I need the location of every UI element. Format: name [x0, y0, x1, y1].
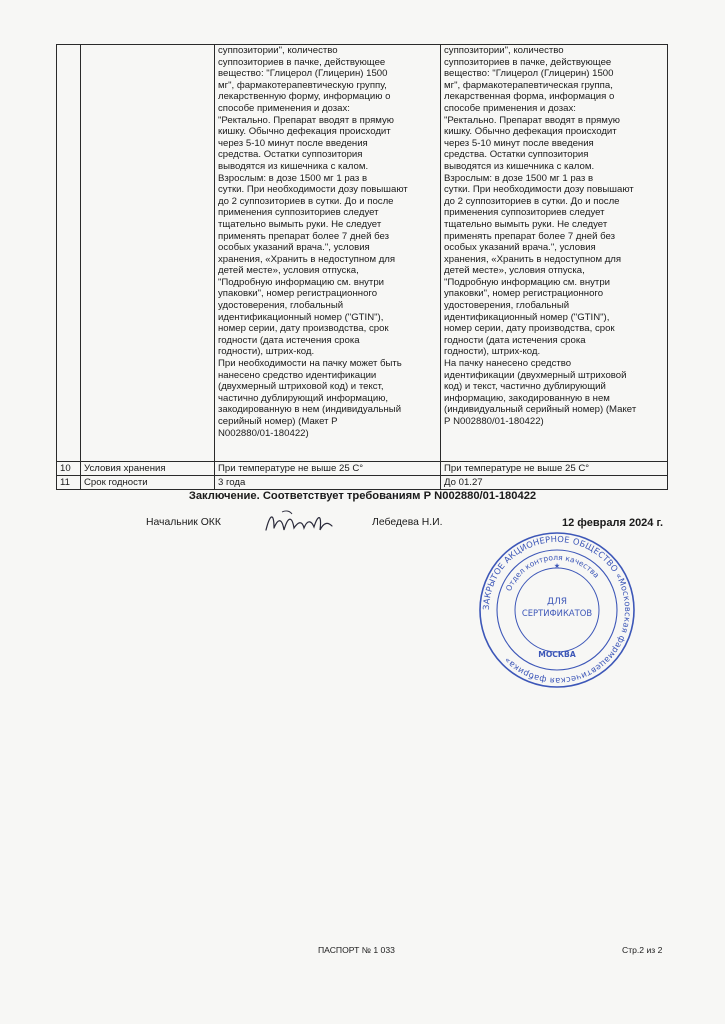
row-number — [57, 45, 81, 462]
passport-number: ПАСПОРТ № 1 033 — [318, 945, 395, 955]
stamp-center-line2: СЕРТИФИКАТОВ — [521, 608, 593, 618]
row-label: Условия хранения — [81, 462, 215, 476]
row-number: 11 — [57, 476, 81, 490]
stamp-center-line1: ДЛЯ — [546, 597, 568, 607]
row-number: 10 — [57, 462, 81, 476]
row-label — [81, 45, 215, 462]
sign-date: 12 февраля 2024 г. — [562, 517, 664, 529]
quality-control-stamp — [477, 530, 637, 690]
row-label: Срок годности — [81, 476, 215, 490]
conclusion-text: Заключение. Соответствует требованиям Р N002880/01-180422 — [188, 490, 537, 502]
comparison-table — [56, 44, 668, 490]
actual-value: При температуре не выше 25 С° — [441, 462, 668, 476]
stamp-star-icon: ★ — [553, 562, 561, 570]
page-number: Стр.2 из 2 — [622, 945, 663, 955]
signer-name: Лебедева Н.И. — [372, 517, 443, 528]
stamp-outer-text: ЗАКРЫТОЕ АКЦИОНЕРНОЕ ОБЩЕСТВО «Московская фармацевтическая фабрика» — [480, 533, 634, 687]
table-row — [57, 476, 668, 490]
signature — [262, 508, 338, 536]
actual-value: До 01.27 — [441, 476, 668, 490]
svg-text:Отдел контроля качества — [504, 553, 601, 592]
table-row — [57, 462, 668, 476]
requirement-value: 3 года — [215, 476, 441, 490]
actual-value: суппозитории", количество суппозиториев в пачке, действующее вещество: "Глицерол (Глицерин) 1500 мг", фармакотерапевтическая группа, лекарственная форма, информация о способе применения и дозах: "Ректально. Препарат вводят в прямую кишку. Обычно дефекация происходит через 5-10 минут после введения средства. Остатки суппозитория выводятся из кишечника с калом. Взрослым: в дозе 1500 мг 1 раз в сутки. При необходимости дозу повышают до 2 суппозиториев в сутки. До и после применения суппозиториев следует тщательно вымыть руки. Не следует применять препарат более 7 дней без особых указаний врача.", условия хранения, «Хранить в недоступном для детей месте», условия отпуска, "Подробную информацию см. внутри упаковки", номер регистрационного удостоверения, глобальный идентификационный номер ("GTIN"), номер серии, дату производства, срок годности (дата истечения срока годности), штрих-код. На пачку нанесено средство идентификации (двухмерный штриховой код) и текст, частично дублирующий информацию, закодированную в нем (индивидуальный серийный номер) (Макет Р N002880/01-180422) — [441, 45, 668, 462]
requirement-value: При температуре не выше 25 С° — [215, 462, 441, 476]
table-row — [57, 45, 668, 462]
requirement-value: суппозитории", количество суппозиториев в пачке, действующее вещество: "Глицерол (Глицерин) 1500 мг", фармакотерапевтическую группу, лекарственную форму, информацию о способе применения и дозах: "Ректально. Препарат вводят в прямую кишку. Обычно дефекация происходит через 5-10 минут после введения средства. Остатки суппозитория выводятся из кишечника с калом. Взрослым: в дозе 1500 мг 1 раз в сутки. При необходимости дозу повышают до 2 суппозиториев в сутки. До и после применения суппозиториев следует тщательно вымыть руки. Не следует применять препарат более 7 дней без особых указаний врача.", условия хранения, «Хранить в недоступном для детей месте», условия отпуска, "Подробную информацию см. внутри упаковки", номер регистрационного удостоверения, глобальный идентификационный номер ("GTIN"), номер серии, дату производства, срок годности (дата истечения срока годности), штрих-код. При необходимости на пачку может быть нанесено средство идентификации (двухмерный штриховой код) и текст, частично дублирующий информацию, закодированную в нем (индивидуальный серийный номер) (Макет Р N002880/01-180422) — [215, 45, 441, 462]
stamp-city: МОСКВА — [538, 650, 576, 659]
position-title: Начальник ОКК — [146, 517, 221, 528]
stamp-inner-text: Отдел контроля качества — [504, 552, 602, 593]
